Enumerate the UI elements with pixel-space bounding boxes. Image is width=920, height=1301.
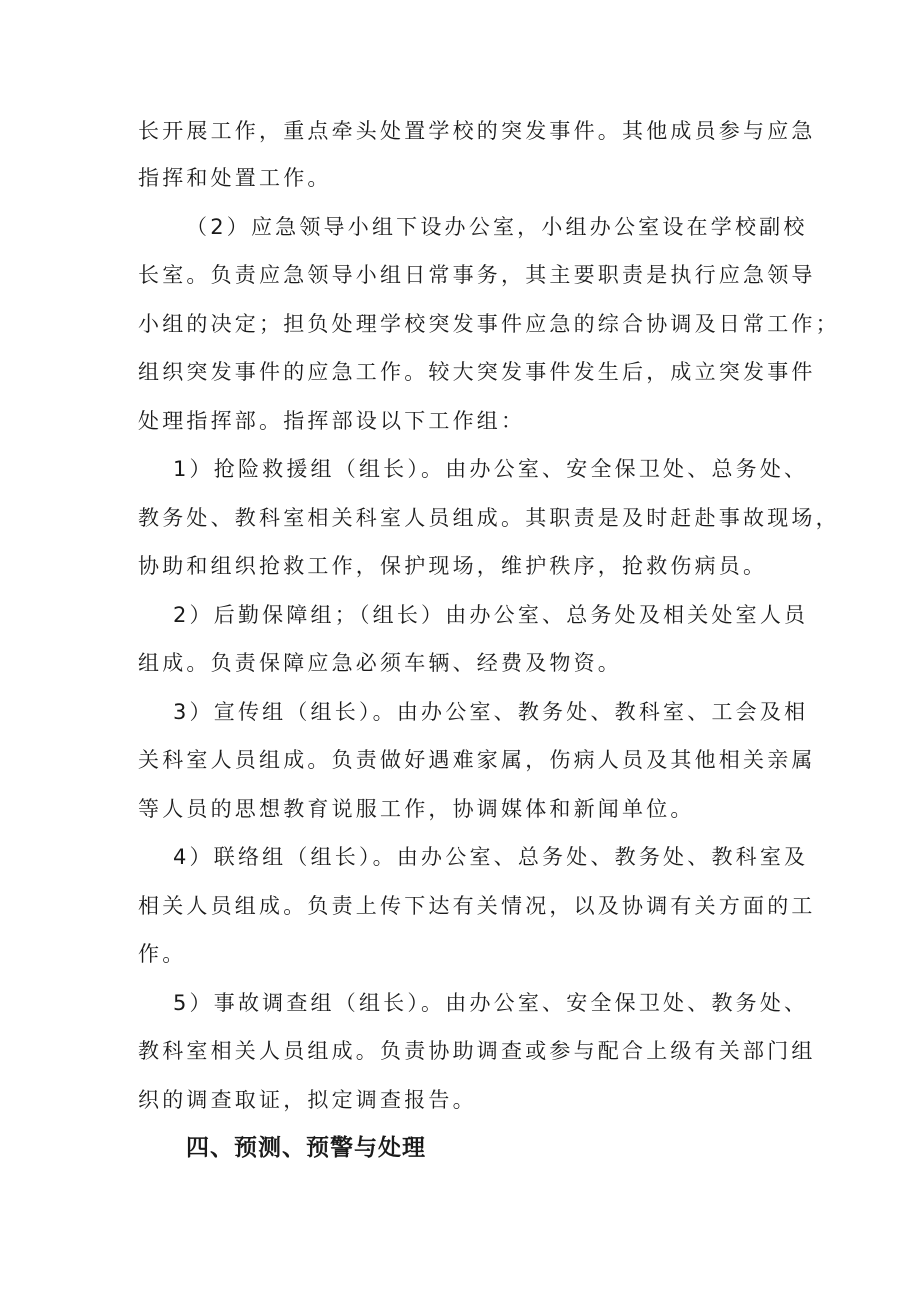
text-line: 小组的决定；担负处理学校突发事件应急的综合协调及日常工作； [138, 312, 840, 336]
text-line: 关科室人员组成。负责做好遇难家属，伤病人员及其他相关亲属 [138, 748, 816, 772]
text-line: 处理指挥部。指挥部设以下工作组： [138, 409, 526, 433]
text-line: 组成。负责保障应急必须车辆、经费及物资。 [138, 651, 622, 675]
text-line: 3）宣传组（组长）。由办公室、教务处、教科室、工会及相 [173, 700, 809, 724]
text-line: 教科室相关人员组成。负责协助调查或参与配合上级有关部门组 [138, 1039, 816, 1063]
text-line: 组织突发事件的应急工作。较大突发事件发生后，成立突发事件 [138, 360, 816, 384]
text-line: 等人员的思想教育说服工作，协调媒体和新闻单位。 [138, 797, 695, 821]
text-line: 长开展工作，重点牵头处置学校的突发事件。其他成员参与应急 [138, 119, 816, 143]
text-line: 织的调查取证，拟定调查报告。 [138, 1088, 477, 1112]
text-line: 4）联络组（组长）。由办公室、总务处、教务处、教科室及 [173, 845, 809, 869]
text-line: 教务处、教科室相关科室人员组成。其职责是及时赶赴事故现场， [138, 506, 840, 530]
section-heading: 四、预测、预警与处理 [186, 1135, 426, 1161]
text-line: 长室。负责应急领导小组日常事务，其主要职责是执行应急领导 [138, 263, 816, 287]
text-line: 指挥和处置工作。 [138, 166, 332, 190]
text-line: 1）抢险救援组（组长）。由办公室、安全保卫处、总务处、 [173, 457, 809, 481]
text-line: 5）事故调查组（组长）。由办公室、安全保卫处、教务处、 [173, 991, 809, 1015]
text-line: 协助和组织抢救工作，保护现场，维护秩序，抢救伤病员。 [138, 554, 768, 578]
text-line: 2）后勤保障组；（组长）由办公室、总务处及相关处室人员 [173, 603, 809, 627]
text-line: 作。 [138, 942, 187, 966]
text-line: （2）应急领导小组下设办公室，小组办公室设在学校副校 [186, 215, 808, 239]
text-line: 相关人员组成。负责上传下达有关情况，以及协调有关方面的工 [138, 894, 816, 918]
